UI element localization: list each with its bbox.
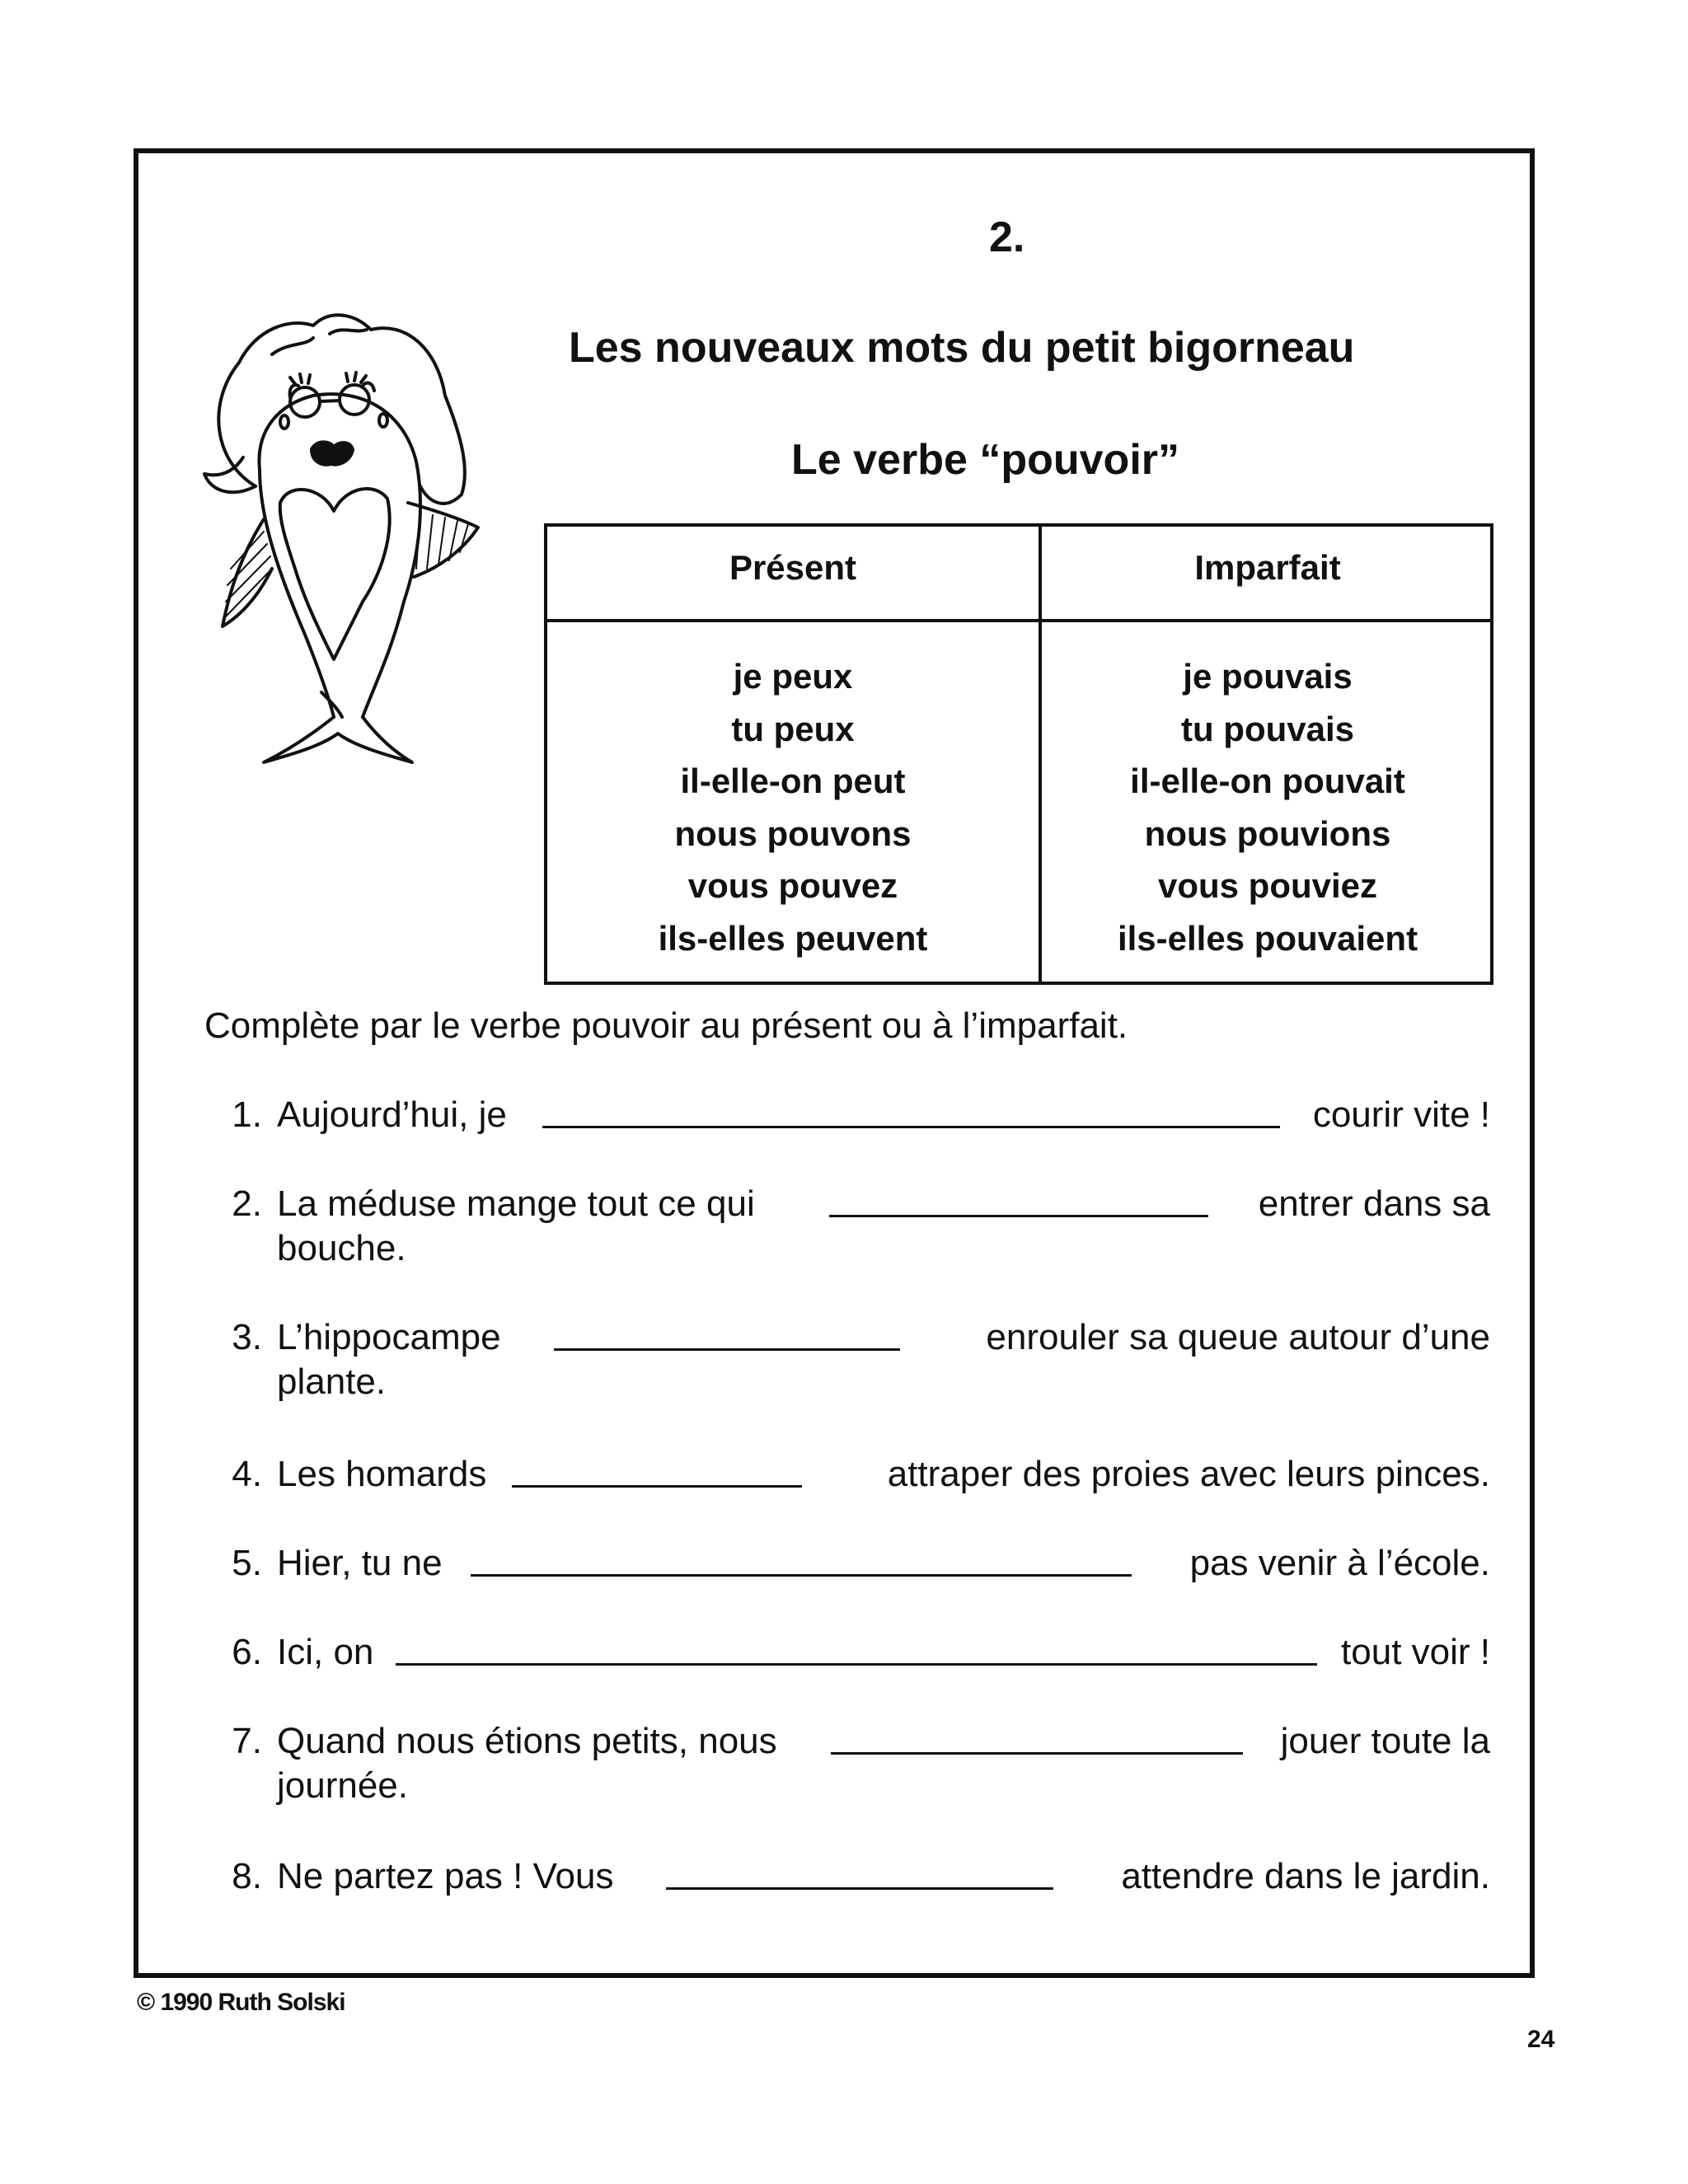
exercise-text-before: Ici, on bbox=[277, 1632, 374, 1672]
exercise-text-before: Hier, tu ne bbox=[277, 1543, 443, 1583]
present-form: ils-elles peuvent bbox=[658, 918, 928, 958]
exercise-continuation: plante. bbox=[277, 1361, 387, 1402]
exercise-item bbox=[221, 1854, 1490, 1899]
exercise-text-before: Ne partez pas ! Vous bbox=[277, 1856, 614, 1896]
exercise-number: 3. bbox=[232, 1317, 262, 1357]
answer-blank[interactable] bbox=[471, 1574, 1132, 1577]
present-form: il-elle-on peut bbox=[680, 762, 906, 800]
verb-title: Le verbe “pouvoir” bbox=[791, 436, 1179, 484]
answer-blank[interactable] bbox=[666, 1887, 1053, 1890]
exercise-number: 5. bbox=[232, 1543, 262, 1583]
exercise-text-after: attendre dans le jardin. bbox=[1121, 1856, 1490, 1896]
exercise-text-after: courir vite ! bbox=[1312, 1094, 1490, 1135]
table-header-divider bbox=[547, 619, 1490, 622]
answer-blank[interactable] bbox=[831, 1752, 1243, 1755]
exercise-text-before: La méduse mange tout ce qui bbox=[277, 1183, 755, 1224]
exercise-number: 4. bbox=[232, 1454, 262, 1494]
present-form: je peux bbox=[733, 657, 853, 696]
answer-blank[interactable] bbox=[829, 1215, 1208, 1217]
exercise-text-after: tout voir ! bbox=[1341, 1632, 1490, 1672]
exercise-item bbox=[221, 1093, 1490, 1137]
exercise-text-before: Les homards bbox=[277, 1454, 487, 1494]
exercise-number: 6. bbox=[232, 1632, 262, 1672]
exercise-text-after: enrouler sa queue autour d’une bbox=[986, 1317, 1490, 1357]
present-form: nous pouvons bbox=[674, 813, 912, 853]
exercise-number: 7. bbox=[232, 1721, 262, 1761]
exercise-item bbox=[221, 1541, 1490, 1586]
imparfait-form: tu pouvais bbox=[1180, 709, 1355, 748]
answer-blank[interactable] bbox=[542, 1126, 1280, 1128]
exercise-text-before: Quand nous étions petits, nous bbox=[277, 1721, 777, 1761]
page-number: 24 bbox=[1527, 2026, 1555, 2053]
exercise-item bbox=[221, 1630, 1490, 1675]
exercise-text-before: Aujourd’hui, je bbox=[277, 1094, 507, 1135]
imparfait-form: nous pouvions bbox=[1144, 813, 1391, 853]
imparfait-form: je pouvais bbox=[1183, 657, 1353, 696]
exercise-item bbox=[221, 1315, 1490, 1404]
exercise-number: 1. bbox=[232, 1094, 262, 1135]
conjugation-table bbox=[544, 523, 1493, 985]
instruction: Complète par le verbe pouvoir au présent ou à l’imparfait. bbox=[204, 1005, 1128, 1046]
exercise-text-after: attraper des proies avec leurs pinces. bbox=[887, 1454, 1490, 1494]
imparfait-form: vous pouviez bbox=[1157, 866, 1378, 905]
answer-blank[interactable] bbox=[396, 1663, 1317, 1666]
answer-blank[interactable] bbox=[554, 1348, 900, 1351]
present-form: vous pouvez bbox=[687, 866, 898, 905]
exercise-item bbox=[221, 1182, 1490, 1271]
exercise-text-after: entrer dans sa bbox=[1258, 1183, 1490, 1224]
present-header: Présent bbox=[729, 548, 857, 587]
exercise-continuation: bouche. bbox=[277, 1228, 406, 1268]
lesson-number: 2. bbox=[989, 213, 1025, 261]
imparfait-form: il-elle-on pouvait bbox=[1130, 762, 1405, 800]
copyright-notice: © 1990 Ruth Solski bbox=[137, 1989, 345, 2016]
page-title: Les nouveaux mots du petit bigorneau bbox=[569, 324, 1355, 372]
periwinkle-mascot-illustration bbox=[198, 305, 495, 783]
imparfait-forms-column bbox=[1042, 650, 1493, 964]
exercise-text-after: pas venir à l’école. bbox=[1189, 1543, 1490, 1583]
imparfait-form: ils-elles pouvaient bbox=[1117, 918, 1418, 958]
exercise-continuation: journée. bbox=[277, 1765, 409, 1806]
answer-blank[interactable] bbox=[512, 1485, 802, 1488]
exercise-item bbox=[221, 1452, 1490, 1497]
exercise-text-before: L’hippocampe bbox=[277, 1317, 501, 1357]
exercise-item bbox=[221, 1719, 1490, 1808]
exercise-text-after: jouer toute la bbox=[1280, 1721, 1490, 1761]
present-form: tu peux bbox=[731, 709, 855, 748]
exercise-number: 2. bbox=[232, 1183, 262, 1224]
exercise-number: 8. bbox=[232, 1856, 262, 1896]
present-forms-column bbox=[547, 650, 1039, 964]
imparfait-header: Imparfait bbox=[1194, 548, 1341, 587]
